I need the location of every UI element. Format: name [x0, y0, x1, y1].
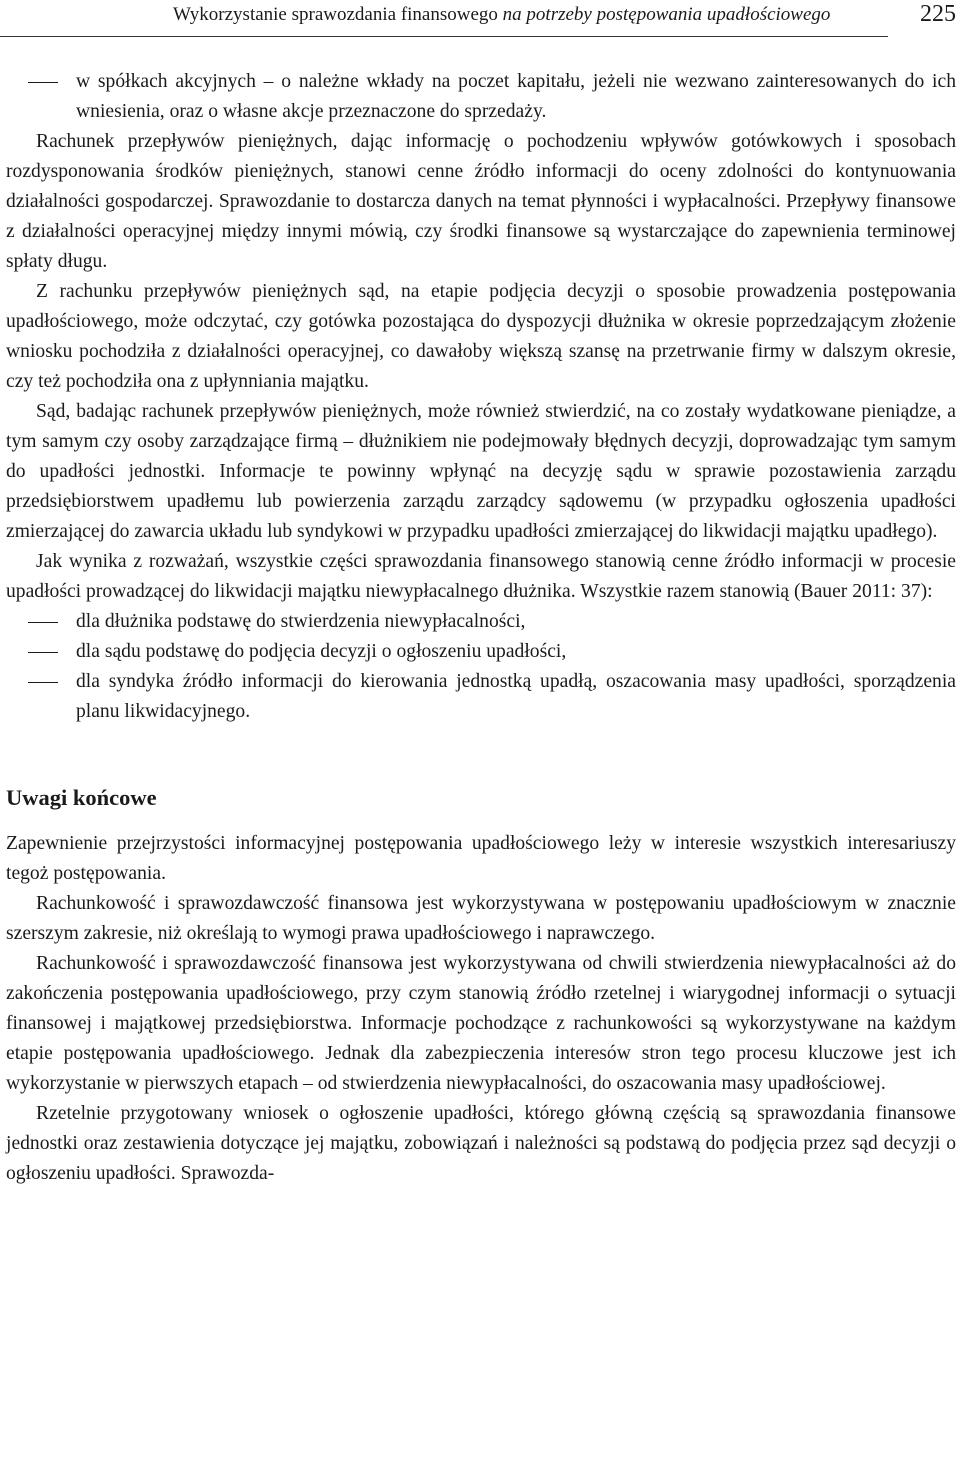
paragraph: Rachunkowość i sprawozdawczość finansowa jest wykorzystywana od chwili stwierdzenia niewypłacalności aż do zakończenia postępowania upadłościowego, przy czym stanowią źródło rzetelnej i wiarygodnej informacji o sytuacji finansowej i majątkowej przedsiębiorstwa. Informacje pochodzące z rachunkowości są wykorzystywane na każdym etapie postępowania upadłościowego. Jednak dla zabezpieczenia interesów stron tego procesu kluczowe jest ich wykorzystanie w pierwszych etapach – od stwierdzenia niewypłacalności, do oszacowania masy upadłościowej. — [6, 953, 956, 1094]
list-item — [6, 637, 956, 667]
intro-dash-item-text: w spółkach akcyjnych – o należne wkłady na poczet kapitału, jeżeli nie wezwano zainteresowanych do ich wniesienia, oraz o własne akcje przeznaczone do sprzedaży. — [76, 71, 956, 122]
running-header — [0, 0, 956, 37]
running-header-title — [173, 3, 830, 27]
section-heading: Uwagi końcowe — [6, 785, 157, 810]
header-title-part1: Wykorzystanie sprawozdania finansowego — [173, 4, 503, 25]
list-item-text: dla syndyka źródło informacji do kierowania jednostką upadłą, oszacowania masy upadłości, sporządzenia planu likwidacyjnego. — [76, 671, 956, 722]
list-item-text: dla sądu podstawę do podjęcia decyzji o ogłoszeniu upadłości, — [76, 641, 567, 662]
list-item — [6, 667, 956, 727]
list-item — [6, 607, 956, 637]
paragraph: Rachunek przepływów pieniężnych, dając informację o pochodzeniu wpływów gotówkowych i sposobach rozdysponowania środków pieniężnych, stanowi cenne źródło informacji do oceny zdolności do kontynuowania działalności gospodarczej. Sprawozdanie to dostarcza danych na temat płynności i wypłacalności. Przepływy finansowe z działalności operacyjnej między innymi mówią, czy środki finansowe są wystarczające do zapewnienia terminowej spłaty długu. — [6, 131, 956, 272]
page-number: 225 — [920, 1, 956, 27]
paragraph: Z rachunku przepływów pieniężnych sąd, na etapie podjęcia decyzji o sposobie prowadzenia postępowania upadłościowego, może odczytać, czy gotówka pozostająca do dyspozycji dłużnika w okresie poprzedzającym złożenie wniosku pochodziła z działalności operacyjnej, co dawałoby większą szansę na przetrwanie firmy w dalszym okresie, czy też pochodziła ona z upłynniania majątku. — [6, 281, 956, 392]
header-title-italic: na potrzeby postępowania upadłościowego — [502, 4, 831, 25]
paragraph: Zapewnienie przejrzystości informacyjnej postępowania upadłościowego leży w interesie wszystkich interesariuszy tegoż postępowania. — [6, 833, 956, 884]
page-body — [6, 67, 956, 1189]
paragraph: Sąd, badając rachunek przepływów pieniężnych, może również stwierdzić, na co zostały wydatkowane pieniądze, a tym samym czy osoby zarządzające firmą – dłużnikiem nie podejmowały błędnych decyzji, doprowadzając tym samym do upadłości jednostki. Informacje te powinny wpłynąć na decyzję sądu w sprawie pozostawienia zarządu przedsiębiorstwem upadłemu lub powierzenia zarządu zarządcy sądowemu (w przypadku ogłoszenia upadłości zmierzającej do zawarcia układu lub syndykowi w przypadku upadłości zmierzającej do likwidacji majątku upadłego). — [6, 401, 956, 542]
paragraph: Jak wynika z rozważań, wszystkie części sprawozdania finansowego stanowią cenne źródło informacji w procesie upadłości prowadzącej do likwidacji majątku niewypłacalnego dłużnika. Wszystkie razem stanowią (Bauer 2011: 37): — [6, 551, 956, 602]
paragraph: Rachunkowość i sprawozdawczość finansowa jest wykorzystywana w postępowaniu upadłościowym w znacznie szerszym zakresie, niż określają to wymogi prawa upadłościowego i naprawczego. — [6, 893, 956, 944]
intro-dash-item — [6, 67, 956, 127]
list-item-text: dla dłużnika podstawę do stwierdzenia niewypłacalności, — [76, 611, 526, 632]
paragraph: Rzetelnie przygotowany wniosek o ogłoszenie upadłości, którego główną częścią są sprawozdania finansowe jednostki oraz zestawienia dotyczące jej majątku, zobowiązań i należności są podstawą do podjęcia przez sąd decyzji o ogłoszeniu upadłości. Sprawozda- — [6, 1103, 956, 1184]
